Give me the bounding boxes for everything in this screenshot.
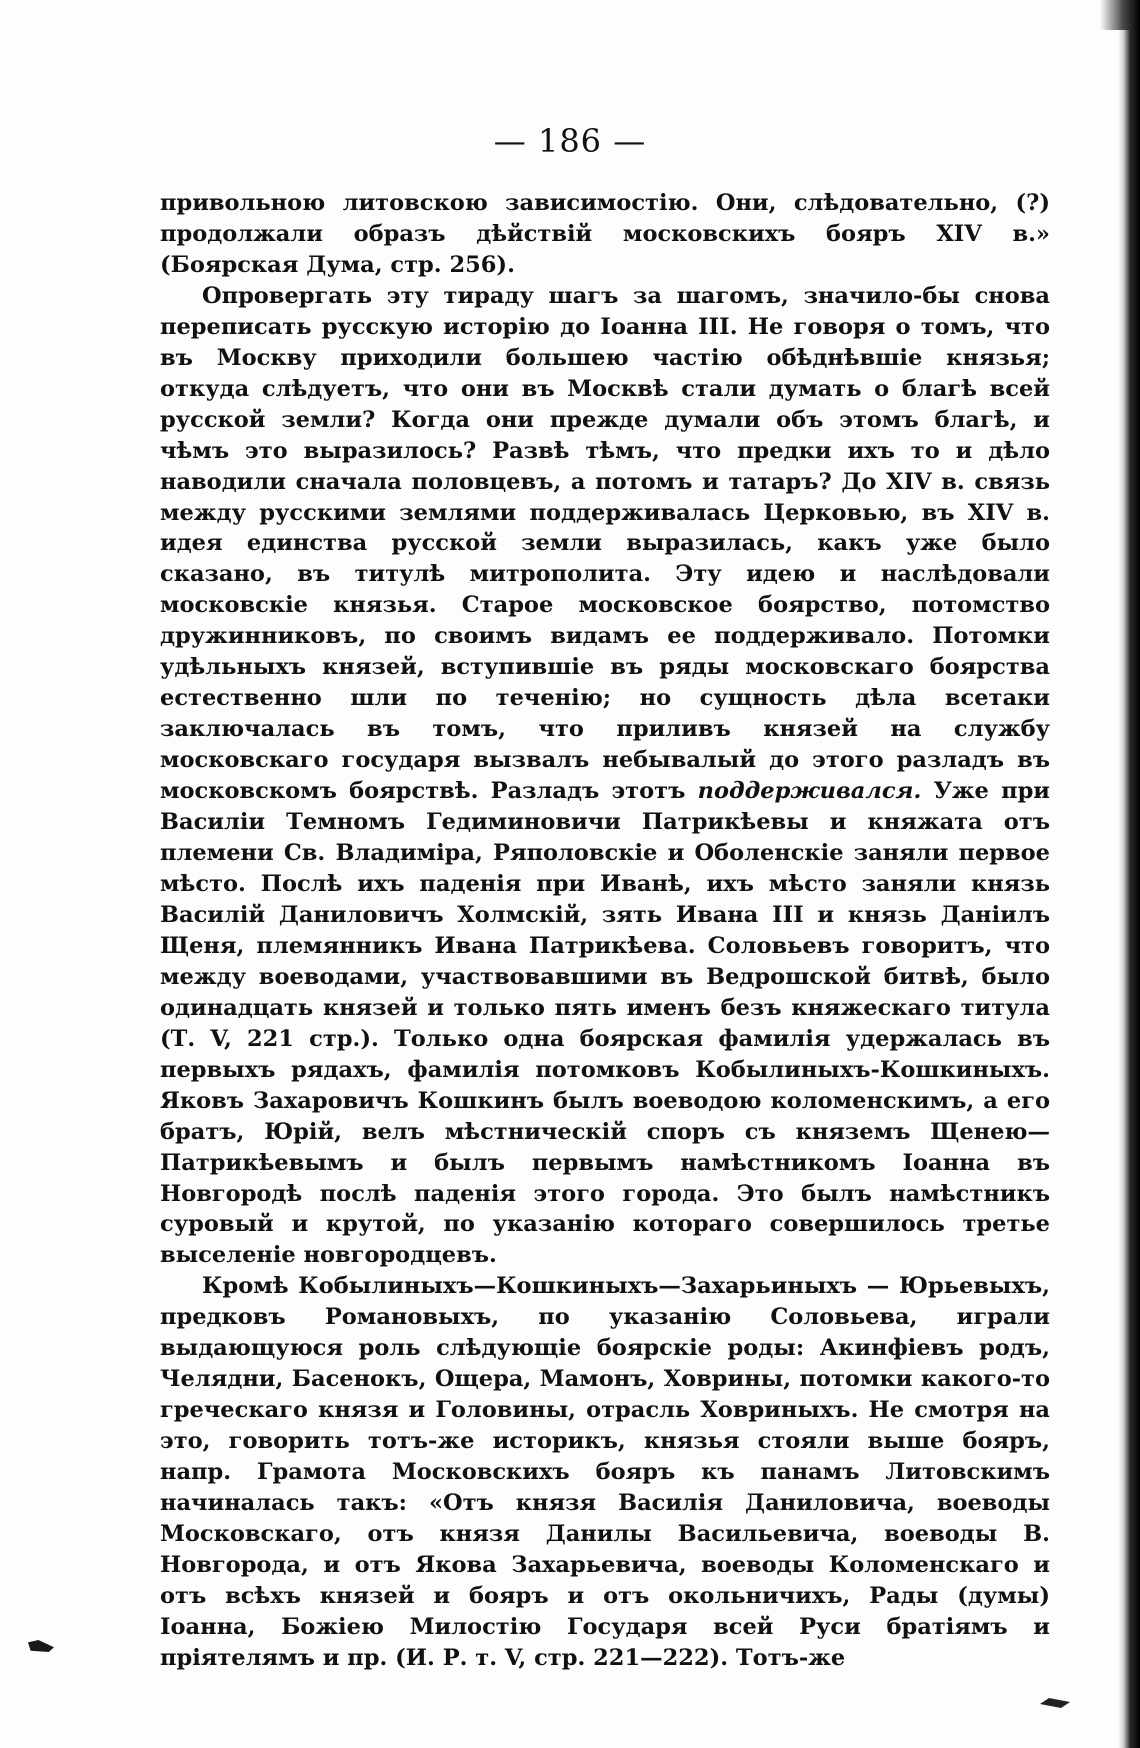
scan-edge-shadow bbox=[1118, 0, 1140, 1748]
scan-corner-shadow bbox=[1100, 0, 1140, 30]
paragraph-text-part: Опровергать эту тираду шагъ за шагомъ, значило-бы снова переписать русскую исторію до Іоанна III. Не говоря о томъ, что въ Москву приходили большею частію обѣднѣвшіе князья; откуда слѣдуетъ, что они въ Москвѣ стали думать о благѣ всей русской земли? Когда они прежде думали объ этомъ благѣ, и чѣмъ это выразилось? Развѣ тѣмъ, что предки ихъ то и дѣло наводили сначала половцевъ, а потомъ и татаръ? До XIV в. связь между русскими землями поддерживалась Церковью, въ XIV в. идея единства русской земли выразилась, какъ уже было сказано, въ титулѣ митрополита. Эту идею и наслѣдовали московскіе князья. Старое московское боярство, потомство дружинниковъ, по своимъ видамъ ее поддерживало. Потомки удѣльныхъ князей, вступившіе въ ряды московскаго боярства естественно шли по теченію; но сущность дѣла всетаки заключалась въ томъ, что приливъ князей на службу московскаго государя вызвалъ небывалый до этого разладъ въ московскомъ боярствѣ. Разладъ этотъ bbox=[160, 282, 1050, 805]
paragraph-continuation: привольною литовскою зависимостію. Они, слѣдовательно, (?) продолжали образъ дѣйствій московскихъ бояръ XIV в.» (Боярская Дума, стр. 256). bbox=[160, 190, 1050, 278]
scan-speck-mark bbox=[28, 1640, 54, 1652]
italic-emphasis: поддерживался. bbox=[697, 778, 922, 805]
paragraph-boyar-families: Кромѣ Кобылиныхъ—Кошкиныхъ—Захарьиныхъ — Юрьевыхъ, предковъ Романовыхъ, по указанію Соловьева, играли выдающуюся роль слѣдующіе боярскіе роды: Акинфіевъ родъ, Челядни, Басенокъ, Ощера, Мамонъ, Ховрины, потомки какого-то греческаго князя и Головины, отрасль Ховриныхъ. Не смотря на это, говорить тотъ-же историкъ, князья стояли выше бояръ, напр. Грамота Московскихъ бояръ къ панамъ Литовскимъ начиналась такъ: «Отъ князя Василія Даниловича, воеводы Московскаго, отъ князя Данилы Васильевича, воеводы В. Новгорода, и отъ Якова Захарьевича, воеводы Коломенскаго и отъ всѣхъ князей и бояръ и отъ окольничихъ, Рады (думы) Іоанна, Божіею Милостію Государя всей Руси братіямъ и пріятелямъ и пр. (И. Р. т. V, стр. 221—222). Тотъ-же bbox=[160, 1273, 1050, 1671]
body-text bbox=[160, 188, 1050, 1674]
scan-speck-mark-bottom bbox=[1040, 1698, 1070, 1708]
page-number: — 186 — bbox=[493, 122, 647, 160]
paragraph-text-part: Уже при Василіи Темномъ Гедиминовичи Патрикѣевы и княжата отъ племени Св. Владиміра, Ряполовскіе и Оболенскіе заняли первое мѣсто. Послѣ ихъ паденія при Иванѣ, ихъ мѣсто заняли князь Василій Даниловичъ Холмскій, зять Ивана III и князь Даніилъ Щеня, племянникъ Ивана Патрикѣева. Соловьевъ говоритъ, что между воеводами, участвовавшими въ Ведрошской битвѣ, было одинадцать князей и только пять именъ безъ княжескаго титула (Т. V, 221 стр.). Только одна боярская фамилія удержалась въ первыхъ рядахъ, фамилія потомковъ Кобылиныхъ-Кошкиныхъ. Яковъ Захаровичъ Кошкинъ былъ воеводою коломенскимъ, а его братъ, Юрій, велъ мѣстническій споръ съ княземъ Щенею—Патрикѣевымъ и былъ первымъ намѣстникомъ Іоанна въ Новгородѣ послѣ паденія этого города. Это былъ намѣстникъ суровый и крутой, по указанію котораго совершилось третье выселеніе новгородцевъ. bbox=[160, 778, 1050, 1269]
paragraph-refutation bbox=[160, 281, 1050, 1272]
